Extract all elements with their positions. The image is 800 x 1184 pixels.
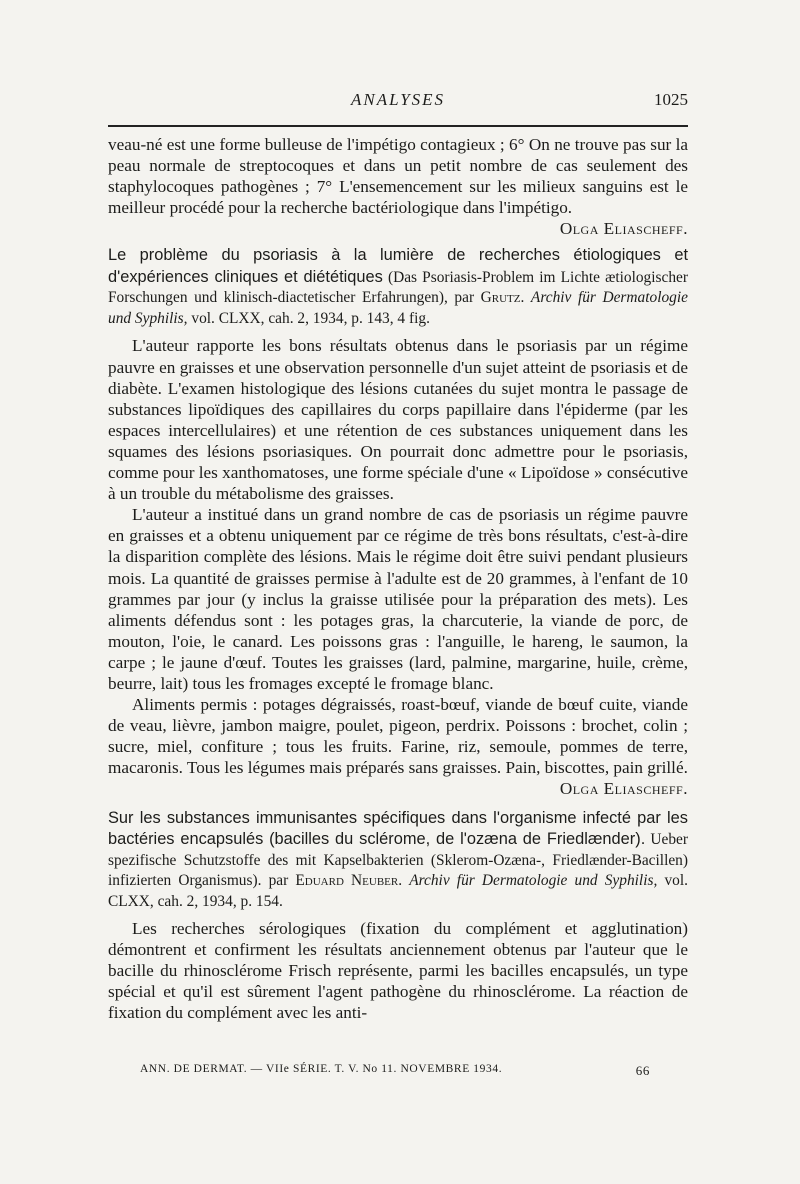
original-title: Ueber spezifische Schutzstoffe des mit Kapselbakterien (Sklerom-Ozæna-, Friedlænder-Bacillen) infizierten Organismus). par	[108, 831, 688, 890]
abstract-text: Aliments permis : potages dégraissés, roast-bœuf, viande de bœuf cuite, viande de veau, lièvre, jambon maigre, poulet, pigeon, perdrix. Poissons : brochet, colin ; sucre, miel, confiture ; tous les fruits. Farine, riz, semoule, pommes de terre, macaronis. Tous les légumes mais préparés sans graisses. Pain, biscottes, pain grillé.	[108, 695, 688, 778]
article-title: Le problème du psoriasis à la lumière de recherches étiologiques et d'expériences cliniques et diététiques	[108, 246, 688, 286]
article-author: Grutz.	[480, 289, 525, 307]
article-title: Sur les substances immunisantes spécifiques dans l'organisme infecté par les bactéries encapsulés (bacilles du sclérome, de l'ozæna de Friedlænder).	[108, 808, 688, 849]
abstract-paragraph: Les recherches sérologiques (fixation du complément et agglutination) démontrent et confirment les résultats anciennement obtenus par l'auteur que le bacille du rhinosclérome Frisch représente, parmi les bacilles encapsulés, un type spécial et qu'il est sûrement l'agent pathogène du rhinosclérome. La réaction de fixation du complément avec les anti-	[108, 919, 688, 1023]
abstract-paragraph: L'auteur a institué dans un grand nombre de cas de psoriasis un régime pauvre en graisses et a obtenu uniquement par ce régime de très bons résultats, c'est-à-dire la disparition complète des lésions. Mais le régime doit être suivi pendant plusieurs mois. La quantité de graisses permise à l'adulte est de 20 grammes, à l'enfant de 10 grammes par jour (y inclus la graisse utilisée pour la préparation des mets). Les aliments défendus sont : les potages gras, la charcuterie, la viande de porc, de mouton, l'oie, le canard. Les poissons gras : l'anguille, le hareng, le saumon, la carpe ; le jaune d'œuf. Toutes les graisses (lard, palmine, margarine, huile, crème, beurre, lait) tous les fromages excepté le fromage blanc.	[108, 505, 688, 693]
original-title: (Das Psoriasis-Problem im Lichte ætiologischer Forschungen und klinisch-diactetischer Erfahrungen), par	[108, 268, 689, 307]
journal-name: Archiv für Dermatologie und Syphilis,	[108, 289, 688, 327]
article-heading	[108, 245, 688, 329]
header-rule	[108, 125, 688, 127]
abstract-paragraph: L'auteur rapporte les bons résultats obtenus dans le psoriasis par un régime pauvre en graisses et une observation personnelle d'un sujet atteint de psoriasis et de diabète. L'examen histologique des lésions cutanées du sujet montra le passage de substances lipoïdiques des capillaires du corps papillaire dans l'épiderme (par les espaces intercellulaires) et une rétention de ces substances uniquement dans les squames des lésions psoriasiques. On pourrait donc admettre pour le psoriasis, comme pour les xanthomatoses, une forme spéciale d'une « Lipoïdose » consécutive à un trouble du métabolisme des graisses.	[108, 336, 688, 504]
reference-details: vol. CLXX, cah. 2, 1934, p. 143, 4 fig.	[191, 309, 430, 327]
journal-name: Archiv für Dermatologie und Syphilis,	[409, 872, 658, 890]
page-header	[108, 90, 688, 120]
page-number: 1025	[654, 90, 688, 109]
continued-text: veau-né est une forme bulleuse de l'impétigo contagieux ; 6° On ne trouve pas sur la peau normale de streptocoques et dans un petit nombre de cas seulement des staphylocoques pathogènes ; 7° L'ensemencement sur les milieux sanguins est le meilleur procédé pour la recherche bactériologique dans l'impétigo.	[108, 135, 688, 218]
continued-paragraph	[108, 134, 688, 239]
footer-sheet-number: 66	[635, 1063, 650, 1078]
signature: Olga Eliascheff.	[559, 779, 688, 799]
footer-journal-line: ANN. DE DERMAT. — VIIe SÉRIE. T. V. No 11. NOVEMBRE 1934.	[140, 1063, 503, 1075]
signature: Olga Eliascheff.	[559, 219, 688, 239]
article-heading	[108, 808, 688, 913]
article-author: Eduard Neuber.	[295, 872, 403, 890]
reference-details: vol. CLXX, cah. 2, 1934, p. 154.	[108, 872, 688, 910]
running-title: ANALYSES	[350, 90, 446, 109]
abstract-paragraph	[108, 694, 688, 799]
page-body	[108, 134, 688, 1024]
